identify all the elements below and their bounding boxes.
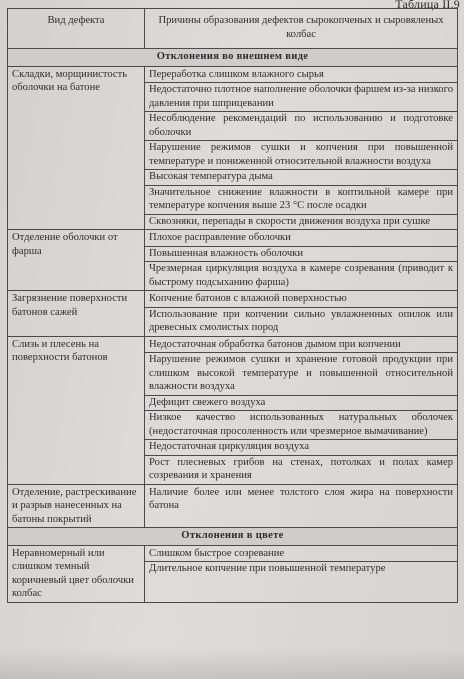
causes-cell xyxy=(145,336,458,484)
section-appearance xyxy=(8,49,458,528)
section-color xyxy=(8,528,458,603)
table-row xyxy=(8,66,458,230)
cause-item: Слишком быстрое созревание xyxy=(145,547,457,563)
cause-item: Переработка слишком влажного сырья xyxy=(145,68,457,84)
causes-cell xyxy=(145,66,458,230)
cause-item: Недостаточно плотное наполнение оболочки фаршем из-за низкого давления при шприцевании xyxy=(145,83,457,112)
table-row xyxy=(8,484,458,528)
cause-item: Высокая температура дыма xyxy=(145,170,457,186)
cause-item: Использование при копчении сильно увлажненных опилок или древесных смолистых пород xyxy=(149,308,453,333)
causes-cell xyxy=(145,291,458,337)
cause-item: Чрезмерная циркуляция воздуха в камере созревания (приводит к быстрому подсыханию фарша) xyxy=(149,263,453,288)
table-number: Таблица II.9 xyxy=(395,0,460,11)
cause-item: Повышенная влажность оболочки xyxy=(145,247,457,263)
table-row xyxy=(8,230,458,291)
table-row xyxy=(8,336,458,484)
cause-item: Несоблюдение рекомендаций по использованию и подготовке оболочки xyxy=(145,112,457,141)
header-causes: Причины образования дефектов сырокопченых и сыровяленых колбас xyxy=(145,9,458,49)
section-title-row xyxy=(8,528,458,546)
page-shadow xyxy=(0,649,464,679)
cause-item: Значительное снижение влажности в коптильной камере при температуре копчения выше 23 °С после осадки xyxy=(145,186,457,215)
section-title-row xyxy=(8,49,458,67)
causes-cell xyxy=(145,230,458,291)
cause-item: Рост плесневых грибов на стенах, потолках и полах камер созревания и хранения xyxy=(149,456,453,481)
defects-table xyxy=(7,8,458,603)
cause-item: Недостаточная обработка батонов дымом при копчении xyxy=(145,338,457,354)
cause-item: Длительное копчение при повышенной температуре xyxy=(149,563,386,574)
cause-item: Дефицит свежего воздуха xyxy=(145,396,457,412)
defect-name: Складки, морщинистость оболочки на батоне xyxy=(8,66,145,230)
causes-cell xyxy=(145,545,458,602)
cause-item: Нарушение режимов сушки и копчения при повышенной температуре и пониженной относительной влажности воздуха xyxy=(145,141,457,170)
defect-name: Загрязнение поверхности батонов сажей xyxy=(8,291,145,337)
defect-name: Отделение оболочки от фарша xyxy=(8,230,145,291)
table-row xyxy=(8,291,458,337)
header-defect-type: Вид дефекта xyxy=(8,9,145,49)
defect-name: Слизь и плесень на поверхности батонов xyxy=(8,336,145,484)
cause-item: Нарушение режимов сушки и хранение готовой продукции при слишком высокой температуре и повышенной относительной влажности воздуха xyxy=(145,353,457,396)
cause-item: Копчение батонов с влажной поверхностью xyxy=(145,292,457,308)
cause-item: Наличие более или менее толстого слоя жира на поверхности батона xyxy=(149,486,453,511)
causes-cell xyxy=(145,484,458,528)
cause-item: Недостаточная циркуляция воздуха xyxy=(145,440,457,456)
section-title: Отклонения во внешнем виде xyxy=(8,49,458,67)
cause-item: Сквозняки, перепады в скорости движения воздуха при сушке xyxy=(149,215,431,227)
section-title: Отклонения в цвете xyxy=(8,528,458,546)
cause-item: Низкое качество использованных натуральных оболочек (недостаточная просоленность или чрезмерное вымачивание) xyxy=(145,411,457,440)
defect-name: Неравномерный или слишком темный коричневый цвет оболочки колбас xyxy=(8,545,145,602)
defect-name: Отделение, растрескивание и разрыв нанесенных на батоны покрытий xyxy=(8,484,145,528)
cause-item: Плохое расправление оболочки xyxy=(145,231,457,247)
table-row xyxy=(8,545,458,602)
table-header-row xyxy=(8,9,458,49)
